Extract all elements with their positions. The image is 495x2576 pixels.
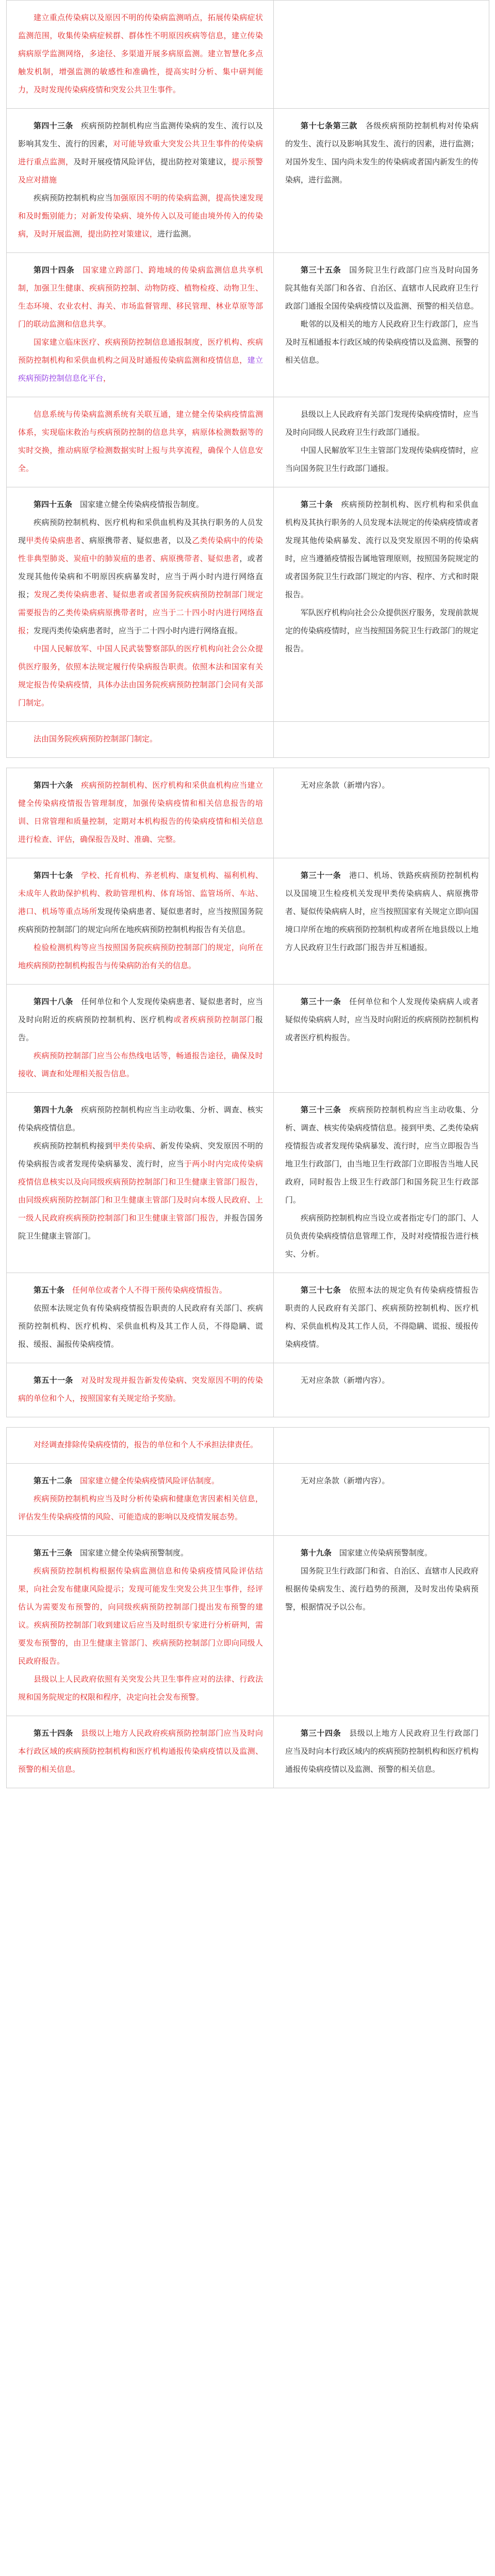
text-segment: 毗邻的以及相关的地方人民政府卫生行政部门，应当及时互相通报本行政区域的传染病疫情以及监测、预警的相关信息。	[285, 319, 479, 365]
text-segment: ，或者发现其他传染病和不明原因疾病暴发时，应当于两小时内进行网络直报；	[18, 554, 263, 599]
article-paragraph	[18, 1670, 263, 1706]
article-paragraph	[285, 993, 478, 1047]
text-segment: 信息系统与传染病监测系统有关联互通，建立健全传染病疫情监测体系，实现临床救治与疾病预防控制的信息共享，病原体检测数据等的实时交换，推动病原学检测数据实时上报与共享流程，确保个人信息安全。	[18, 410, 263, 473]
article-paragraph	[285, 867, 478, 957]
text-segment: 国务院卫生行政部门应当及时向国务院其他有关部门和各省、自治区、直辖市人民政府卫生行政部门通报全国传染病疫情以及监测、预警的相关信息。	[285, 265, 479, 311]
article-paragraph	[285, 1472, 478, 1490]
old-law-cell	[274, 253, 489, 397]
text-segment: 由同级疾病预防控制部门和卫生健康主管部门及时向本级人民政府、上一级人民政府疾病预防控制部门和卫生健康主管部门报告，	[18, 1195, 263, 1223]
article-number: 第三十四条	[301, 1728, 341, 1738]
article-number: 第十九条	[301, 1548, 332, 1557]
new-law-cell	[7, 109, 274, 253]
article-number: 第五十四条	[34, 1728, 73, 1738]
text-segment: 乙类传染病中的传染性非典型肺炎、炭疽中的肺炭疽的患者、病原携带者、疑似患者	[18, 536, 263, 563]
text-segment: 疾病预防控制机构、医疗机构和采供血机构及其执行职务的人员发现	[18, 518, 263, 545]
text-segment: 中国人民解放军卫生主管部门发现传染病疫情时，应当向国务院卫生行政部门通报。	[285, 446, 479, 473]
article-paragraph	[18, 867, 263, 939]
text-segment: 疾病预防控制机构、医疗机构和采供血机构及其执行职务的人员发现本法规定的传染病疫情或者发现其他传染病暴发、流行以及突发原因不明的传染病时，应当遵循疫情报告属地管理原则，按照国务院规定的或者国务院卫生行政部门规定的内容、程序、方式和时限报告。	[285, 500, 479, 599]
article-paragraph	[285, 261, 478, 315]
article-paragraph	[18, 1436, 263, 1454]
text-segment: 或者疾病预防控制部门	[173, 1015, 255, 1024]
article-paragraph	[285, 1562, 478, 1616]
article-paragraph	[18, 1047, 263, 1083]
text-segment: 甲类传染病	[112, 1141, 153, 1150]
comparison-row	[7, 1093, 489, 1273]
new-law-cell	[7, 768, 274, 858]
new-law-cell	[7, 1, 274, 109]
article-number: 第四十三条	[34, 121, 73, 130]
text-segment: 疾病预防控制机构接到	[34, 1141, 113, 1150]
old-law-cell	[274, 1716, 489, 1788]
article-paragraph	[18, 496, 263, 514]
comparison-table	[6, 0, 489, 1788]
text-segment: 提高快速发现和及时甄别能力；对新发传染病、境外传入以及可能由境外传入的传染病，及时开展监测，提出防控对策建议，	[18, 193, 263, 239]
article-paragraph	[285, 1281, 478, 1353]
article-paragraph	[18, 1101, 263, 1137]
comparison-row	[7, 1428, 489, 1464]
article-paragraph	[18, 117, 263, 189]
comparison-row	[7, 253, 489, 397]
article-number: 第三十五条	[301, 265, 341, 275]
article-paragraph	[285, 1101, 478, 1209]
article-paragraph	[18, 405, 263, 478]
article-paragraph	[18, 1472, 263, 1490]
text-segment: 无对应条款（新增内容）。	[301, 781, 390, 790]
new-law-cell	[7, 1716, 274, 1788]
text-segment: 疾病预防控制机构应当监测传染病的发生、流行以及影响其发生、流行的因素，	[18, 121, 263, 148]
text-segment: 无对应条款（新增内容）。	[301, 1476, 390, 1485]
article-number: 第三十七条	[301, 1285, 341, 1295]
article-number: 第三十三条	[301, 1105, 341, 1114]
article-paragraph	[285, 604, 478, 658]
text-segment: 国家建立健全传染病疫情风险评估制度。	[80, 1476, 220, 1485]
article-paragraph	[285, 496, 478, 604]
text-segment: 各级疾病预防控制机构对传染病的发生、流行以及影响其发生、流行的因素，进行监测；对国外发生、国内尚未发生的传染病或者国内新发生的传染病，进行监测。	[285, 121, 479, 184]
article-paragraph	[285, 1724, 478, 1778]
text-segment: 疾病预防控制机构应当设立或者指定专门的部门、人员负责传染病疫情信息管理工作，及时对疫情报告进行核实、分析。	[285, 1213, 479, 1259]
article-paragraph	[18, 939, 263, 975]
article-paragraph	[285, 1371, 478, 1389]
new-law-cell	[7, 397, 274, 487]
new-law-cell	[7, 985, 274, 1093]
text-segment: 国家建立临床医疗、疾病预防控制信息通报制度，医疗机构、疾病预防控制机构和采供血机构之间及时通报传染病监测和疫情信息，	[18, 337, 263, 365]
old-law-cell	[274, 1363, 489, 1417]
new-law-cell	[7, 1273, 274, 1363]
comparison-row	[7, 768, 489, 858]
text-segment: 进行监测。	[157, 229, 196, 239]
old-law-cell	[274, 1093, 489, 1273]
article-paragraph	[18, 640, 263, 712]
article-number: 第五十一条	[34, 1376, 73, 1385]
article-paragraph	[18, 1137, 263, 1245]
old-law-cell	[274, 858, 489, 985]
text-segment: 疾病预防控制机构应当及时分析传染病和健康危害因素相关信息，评估发生传染病疫情的风险、可能造成的影响以及疫情发展态势。	[18, 1494, 263, 1521]
comparison-row	[7, 985, 489, 1093]
text-segment: 疾病预防控制机构应当主动收集、分析、调查、核实传染病疫情信息。接到甲类、乙类传染病疫情报告或者发现传染病暴发、流行时，应当立即报告当地卫生行政部门，由当地卫生行政部门立即报告当地人民政府，同时报告上级卫生行政部门和国务院卫生行政部门。	[285, 1105, 479, 1205]
article-paragraph	[285, 117, 478, 189]
comparison-row	[7, 858, 489, 985]
comparison-row	[7, 722, 489, 758]
text-segment: 报告。	[18, 1015, 263, 1042]
text-segment: 甲类传染病患者	[26, 536, 81, 545]
text-segment: 检验检测机构等应当按照国务院疾病预防控制部门的规定，向所在地疾病预防控制机构报告与传染病防治有关的信息。	[18, 943, 263, 970]
new-law-cell	[7, 1363, 274, 1417]
text-segment: 国务院卫生行政部门和省、自治区、直辖市人民政府根据传染病发生、流行趋势的预测，及时发出传染病预警，根据情况予以公布。	[285, 1566, 479, 1612]
old-law-cell	[274, 1273, 489, 1363]
text-segment: 发现可能发生突发公共卫生事件，经评估认为需要发布预警的，向同级疾病预防控制部门提出发布预警的建议。疾病预防控制部门收到建议后应当及时组织专家进行分析研判，需要发布预警的，由卫生健康主管部门、疾病预防控制部门立即向同级人民政府报告。	[18, 1584, 263, 1666]
text-segment	[73, 871, 81, 880]
article-paragraph	[18, 261, 263, 333]
article-paragraph	[18, 1562, 263, 1670]
comparison-row	[7, 1536, 489, 1716]
text-segment: 提示预警及应对措施	[18, 157, 263, 184]
text-segment: 依照本法的规定负有传染病疫情报告职责的人民政府有关部门、疾病预防控制机构、医疗机构、采供血机构及其工作人员，不得隐瞒、谎报、缓报传染病疫情。	[285, 1285, 479, 1349]
text-segment: 、病原携带者、疑似患者，以及	[81, 536, 192, 545]
article-number: 第四十五条	[34, 500, 73, 509]
old-law-cell	[274, 985, 489, 1093]
old-law-cell	[274, 487, 489, 722]
text-segment: 发现丙类传染病患者时，应当于二十四小时内进行网络直报。	[34, 626, 243, 635]
text-segment: 中国人民解放军、中国人民武装警察部队的医疗机构向社会公众提供医疗服务，依照本法规定履行传染病报告职责。	[18, 644, 263, 671]
old-law-cell	[274, 1428, 489, 1464]
text-segment: 建立重点传染病以及原因不明的传染病监测哨点，拓展传染病症状监测范围，收集传染病症候群、群体性不明原因疾病等信息，建立传染病病原学监测网络，多途径、多渠道开展多病原监测。建立智慧化多点触发机制，增强监测的敏感性和准确性，提高实时分析、集中研判能力，及时发现传染病疫情和突发公共卫生事件。	[18, 13, 263, 94]
article-paragraph	[285, 1209, 478, 1263]
new-law-cell	[7, 487, 274, 722]
row-separator	[7, 1417, 489, 1428]
comparison-row	[7, 1716, 489, 1788]
text-segment: 无对应条款（新增内容）。	[301, 1376, 390, 1385]
comparison-row	[7, 487, 489, 722]
article-number: 第四十七条	[34, 871, 73, 880]
text-segment: 、新发传染病、突发原因不明的传染病报告或者发现传染病暴发、流行时，应当	[18, 1141, 263, 1168]
text-segment: 发现乙类传染病患者、疑似患者或者国务院疾病预防控制部门规定需要报告的乙类传染病病原携带者时，应当于二十四小时内进行网络直报；	[18, 590, 263, 635]
separator-cell	[7, 758, 489, 768]
article-number: 第五十二条	[34, 1476, 73, 1485]
text-segment: 依照本法和国家有关规定报告传染病疫情，具体办法由国务院疾病预防控制部门会同有关部门制定。	[18, 662, 263, 707]
text-segment: 县级以上地方人民政府疾病预防控制部门应当及时向本行政区域的疾病预防控制机构和医疗机构通报传染病疫情以及监测、预警的相关信息。	[18, 1728, 263, 1774]
text-segment: 港口、机场、铁路疾病预防控制机构以及国境卫生检疫机关发现甲类传染病病人、病原携带者、疑似传染病病人时，应当按照国家有关规定立即向国境口岸所在地的疾病预防控制机构或者所在地县级以上地方人民政府卫生行政部门报告并互相通报。	[285, 871, 479, 952]
text-segment: 学校、托育机构、养老机构、康复机构、福利机构、未成年人救助保护机构、救助管理机构、体育场馆、监管场所、车站、港口、机场等重点场所	[18, 871, 263, 916]
new-law-cell	[7, 858, 274, 985]
text-segment: ，	[103, 374, 111, 383]
old-law-cell	[274, 109, 489, 253]
article-paragraph	[18, 1299, 263, 1353]
comparison-row	[7, 1273, 489, 1363]
article-paragraph	[18, 993, 263, 1047]
old-law-cell	[274, 1, 489, 109]
text-segment: 于两小时内完成传染病疫情信息核实以及向同级疾病预防控制部门和卫生健康主管部门报告，	[18, 1159, 263, 1187]
comparison-row	[7, 397, 489, 487]
separator-cell	[7, 1417, 489, 1428]
new-law-cell	[7, 253, 274, 397]
text-segment: 任何单位或者个人不得干预传染病疫情报告。	[72, 1285, 227, 1295]
comparison-row	[7, 1363, 489, 1417]
article-paragraph	[18, 1371, 263, 1408]
text-segment: 疾病预防控制机构应当主动收集、分析、调查、核实传染病疫情信息。	[18, 1105, 263, 1132]
article-paragraph	[18, 1490, 263, 1526]
new-law-cell	[7, 1428, 274, 1464]
article-number: 第四十八条	[34, 997, 73, 1006]
text-segment: 县级以上人民政府有关部门发现传染病疫情时，应当及时向同级人民政府卫生行政部门通报。	[285, 410, 479, 437]
article-paragraph	[18, 776, 263, 849]
text-segment: 建立疾病预防控制信息化平台	[18, 355, 263, 383]
article-number: 第四十四条	[34, 265, 75, 275]
text-segment: 加强原因不明的传染病监测，	[112, 193, 216, 202]
old-law-cell	[274, 722, 489, 758]
text-segment: 疾病预防控制机构、医疗机构和采供血机构应当建立健全传染病疫情报告管理制度，加强传染病疫情和相关信息报告的培训、日常管理和质量控制，定期对本机构报告的传染病疫情和相关信息进行检查、评估，确保报告及时、准确、完整。	[18, 781, 263, 844]
text-segment: 军队医疗机构向社会公众提供医疗服务，发现前款规定的传染病疫情时，应当按照国务院卫生行政部门的规定报告。	[285, 608, 479, 653]
text-segment: 国家建立健全传染病疫情报告制度。	[72, 500, 204, 509]
article-paragraph	[18, 333, 263, 387]
old-law-cell	[274, 397, 489, 487]
article-paragraph	[18, 1724, 263, 1778]
article-number: 第十七条第三款	[301, 121, 357, 130]
article-paragraph	[18, 189, 263, 243]
article-paragraph	[285, 1544, 478, 1562]
comparison-row	[7, 109, 489, 253]
text-segment: 并报告国务院卫生健康主管部门。	[18, 1213, 263, 1241]
old-law-cell	[274, 1536, 489, 1716]
article-number: 第三十条	[301, 500, 333, 509]
article-number: 第五十三条	[34, 1548, 73, 1557]
text-segment: 疾病预防控制机构应当	[34, 193, 113, 202]
text-segment: 任何单位和个人发现传染病病人或者疑似传染病病人时，应当及时向附近的疾病预防控制机构或者医疗机构报告。	[285, 997, 479, 1042]
text-segment: 发现传染病患者、疑似患者时，应当按照国务院疾病预防控制部门的规定向所在地疾病预防控制机构报告有关信息。	[18, 907, 263, 934]
article-paragraph	[285, 405, 478, 442]
comparison-row	[7, 1, 489, 109]
new-law-cell	[7, 722, 274, 758]
old-law-cell	[274, 768, 489, 858]
text-segment	[73, 1376, 81, 1385]
article-paragraph	[18, 1544, 263, 1562]
article-number: 第三十一条	[301, 997, 341, 1006]
text-segment	[64, 1285, 72, 1295]
old-law-cell	[274, 1464, 489, 1536]
text-segment: 疾病预防控制部门应当公布热线电话等，畅通报告途径，确保及时接收、调查和处理相关报告信息。	[18, 1051, 263, 1078]
article-number: 第四十九条	[34, 1105, 73, 1114]
text-segment	[72, 1476, 80, 1485]
text-segment: 对经调查排除传染病疫情的，报告的单位和个人不承担法律责任。	[34, 1440, 258, 1449]
article-paragraph	[18, 730, 263, 748]
article-paragraph	[18, 1281, 263, 1299]
new-law-cell	[7, 1536, 274, 1716]
row-separator	[7, 758, 489, 768]
article-paragraph	[18, 514, 263, 640]
article-paragraph	[285, 315, 478, 369]
text-segment: 及时开展疫情风险评估，提出防控对策建议，	[73, 157, 232, 166]
text-segment: 国家建立跨部门、跨地域的传染病监测信息共享机制，加强卫生健康、疾病预防控制、动物防疫、植物检疫、动物卫生、生态环境、农业农村、海关、市场监督管理、移民管理、林业草原等部门的联动监测和信息共享。	[18, 265, 263, 329]
new-law-cell	[7, 1464, 274, 1536]
new-law-cell	[7, 1093, 274, 1273]
comparison-row	[7, 1464, 489, 1536]
article-number: 第四十六条	[34, 781, 73, 790]
text-segment: 依照本法规定负有传染病疫情报告职责的人民政府有关部门、疾病预防控制机构、医疗机构、采供血机构及其工作人员，不得隐瞒、谎报、缓报、漏报传染病疫情。	[18, 1303, 263, 1349]
article-paragraph	[285, 442, 478, 478]
text-segment: 县级以上人民政府依照有关突发公共卫生事件应对的法律、行政法规和国务院规定的权限和程序，决定向社会发布预警。	[18, 1674, 263, 1702]
article-paragraph	[285, 776, 478, 794]
article-number: 第三十一条	[301, 871, 341, 880]
text-segment: 国家建立传染病预警制度。	[332, 1548, 433, 1557]
text-segment: 疾病预防控制机构根据传染病监测信息和传染病疫情风险评估结果，向社会发布健康风险提示；	[18, 1566, 263, 1594]
text-segment: 任何单位和个人发现传染病患者、疑似患者时，应当及时向附近的疾病预防控制机构、医疗机构	[18, 997, 263, 1024]
text-segment: 国家建立健全传染病预警制度。	[72, 1548, 189, 1557]
text-segment: 县级以上地方人民政府卫生行政部门应当及时向本行政区域内的疾病预防控制机构和医疗机构通报传染病疫情以及监测、预警的相关信息。	[285, 1728, 479, 1774]
article-number: 第五十条	[34, 1285, 65, 1295]
text-segment: 法由国务院疾病预防控制部门制定。	[34, 734, 158, 743]
article-paragraph	[18, 9, 263, 99]
text-segment: 对可能导致重大突发公共卫生事件的传染病进行重点监测，	[18, 139, 263, 166]
text-segment: 对及时发现并报告新发传染病、突发原因不明的传染病的单位和个人，按照国家有关规定给予奖励。	[18, 1376, 263, 1403]
